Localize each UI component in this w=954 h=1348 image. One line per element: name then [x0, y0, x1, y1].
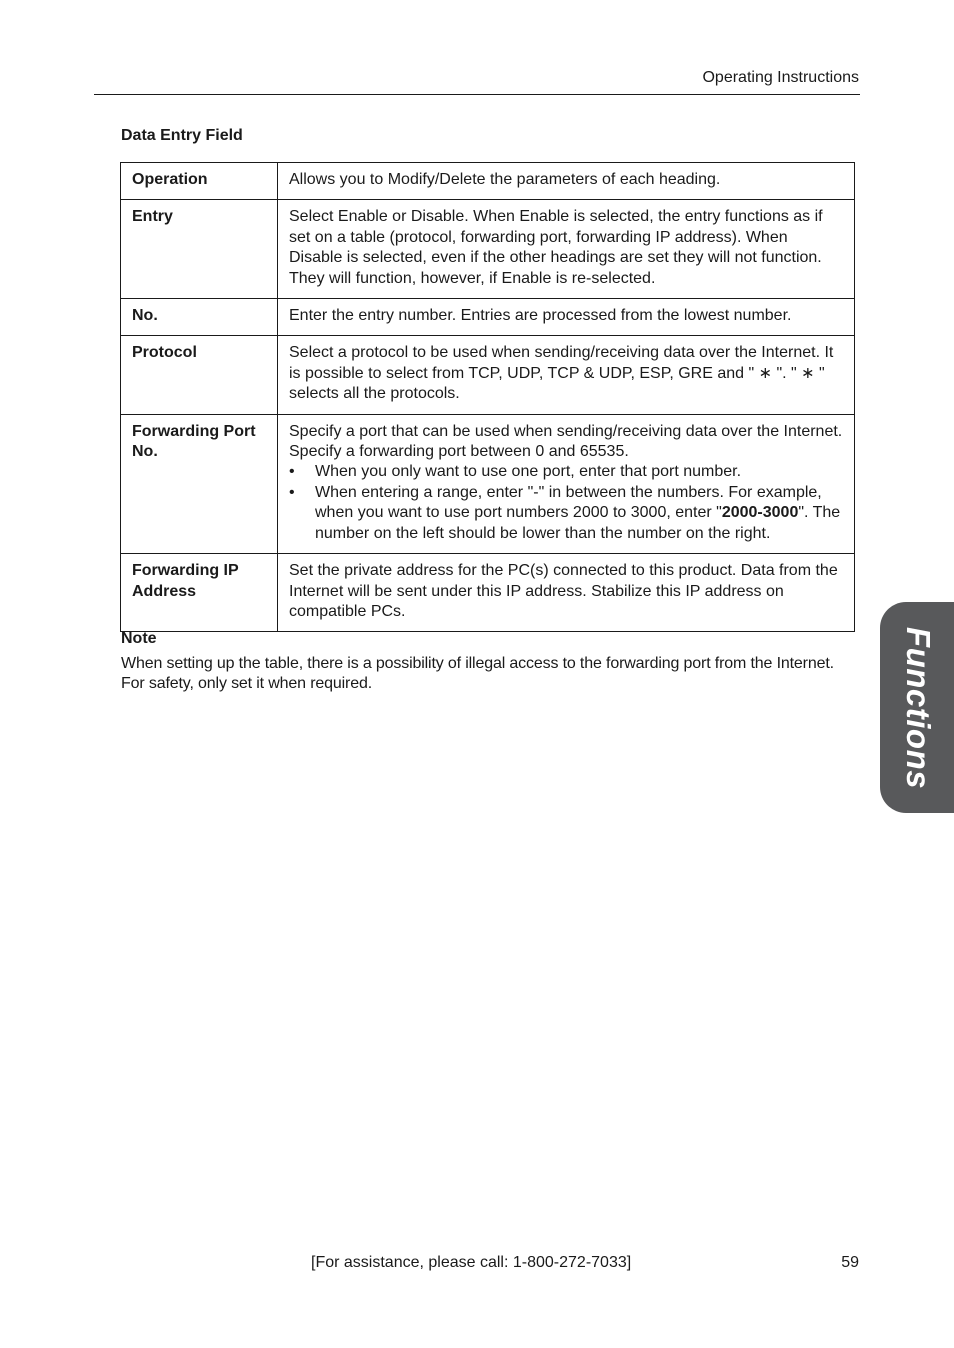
row-label: Forwarding IP Address [121, 554, 278, 632]
row-label: Forwarding Port No. [121, 414, 278, 553]
port-range-example: 2000-3000 [721, 504, 799, 522]
bullet-text-before: When entering a range, enter "-" in between the numbers. For example, when you want to use port numbers 2000 to 3000, enter " [315, 483, 822, 522]
table-row [121, 163, 855, 200]
chapter-tab-label: Functions [900, 626, 937, 790]
page-number: 59 [841, 1254, 859, 1271]
bullet-text: When you only want to use one port, enter that port number. [315, 463, 742, 481]
table-row [121, 200, 855, 299]
row-label: Entry [121, 200, 278, 299]
row-description: Allows you to Modify/Delete the parameters of each heading. [278, 163, 855, 200]
list-item [289, 483, 844, 544]
row-description: Specify a port that can be used when sending/receiving data over the Internet. Specify a forwarding port between 0 and 65535. [289, 422, 843, 461]
bullet-icon: • [289, 463, 295, 481]
bullet-list [289, 462, 844, 544]
row-description: Select a protocol to be used when sending/receiving data over the Internet. It is possible to select from TCP, UDP, TCP & UDP, ESP, GRE and " ∗ ". " ∗ " selects all the protocols. [278, 336, 855, 414]
row-label: Protocol [121, 336, 278, 414]
table-row [121, 554, 855, 632]
row-description: Select Enable or Disable. When Enable is selected, the entry functions as if set on a table (protocol, forwarding port, forwarding IP address). When Disable is selected, even if the other headings are set they will not function. They will function, however, if Enable is re-selected. [278, 200, 855, 299]
table-row [121, 336, 855, 414]
row-description: Set the private address for the PC(s) connected to this product. Data from the Internet will be sent under this IP address. Stabilize this IP address on compatible PCs. [278, 554, 855, 632]
row-description: Enter the entry number. Entries are processed from the lowest number. [278, 299, 855, 336]
table-row [121, 299, 855, 336]
header-divider [94, 94, 860, 95]
data-entry-table [120, 162, 855, 632]
note-heading: Note [121, 630, 157, 647]
row-label: Operation [121, 163, 278, 200]
note-body: When setting up the table, there is a possibility of illegal access to the forwarding port from the Internet. For safety, only set it when required. [121, 655, 834, 693]
bullet-text-after: ". The number on the left should be lower than the number on the right. [315, 504, 841, 542]
row-label: No. [121, 299, 278, 336]
section-heading: Data Entry Field [121, 127, 243, 144]
table-row [121, 414, 855, 553]
list-item [289, 462, 844, 482]
row-description-cell [278, 414, 855, 553]
footer-assistance: [For assistance, please call: 1-800-272-7033] [311, 1254, 632, 1271]
header-title: Operating Instructions [702, 69, 859, 86]
bullet-icon: • [289, 483, 295, 501]
